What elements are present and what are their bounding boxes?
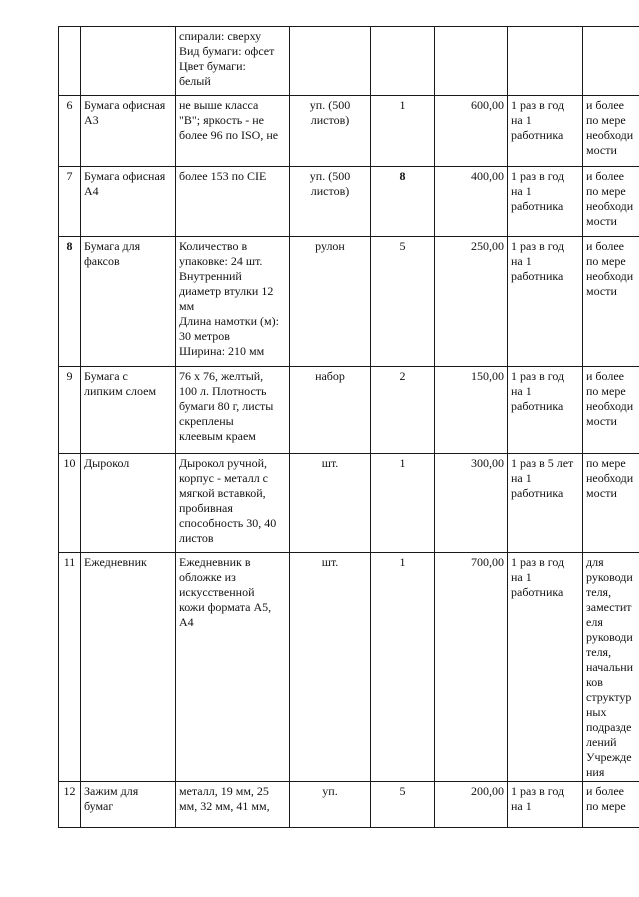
item-specification-cell: Количество в упаковке: 24 шт. Внутренний диаметр втулки 12 мм Длина намотки (м): 30 метров Ширина: 210 мм [176, 237, 290, 367]
item-specification-cell: Дырокол ручной, корпус - металл с мягкой вставкой, пробивная способность 30, 40 листов [176, 454, 290, 553]
quantity-cell: 5 [371, 782, 435, 828]
quantity-cell: 5 [371, 237, 435, 367]
item-name-cell: Бумага с липким слоем [81, 367, 176, 454]
price-cell: 250,00 [435, 237, 508, 367]
note-cell: и более по мере необходи мости [583, 167, 639, 237]
issue-frequency-cell: 1 раз в год на 1 работника [508, 96, 583, 167]
note-cell: и более по мере необходи мости [583, 367, 639, 454]
supplies-table [58, 26, 639, 828]
item-specification-cell: более 153 по CIE [176, 167, 290, 237]
table-row [59, 782, 639, 828]
price-cell: 600,00 [435, 96, 508, 167]
row-number-cell: 9 [59, 367, 81, 454]
item-name-cell: Дырокол [81, 454, 176, 553]
issue-frequency-cell: 1 раз в год на 1 работника [508, 367, 583, 454]
table-row [59, 454, 639, 553]
unit-of-measure-cell: шт. [290, 454, 371, 553]
item-name-cell: Бумага офисная А4 [81, 167, 176, 237]
row-number-cell: 10 [59, 454, 81, 553]
item-name-cell [81, 27, 176, 96]
unit-of-measure-cell: уп. (500 листов) [290, 167, 371, 237]
issue-frequency-cell: 1 раз в год на 1 работника [508, 167, 583, 237]
price-cell [435, 27, 508, 96]
note-cell: и более по мере [583, 782, 639, 828]
issue-frequency-cell: 1 раз в год на 1 работника [508, 237, 583, 367]
issue-frequency-cell: 1 раз в год на 1 [508, 782, 583, 828]
price-cell: 700,00 [435, 553, 508, 782]
unit-of-measure-cell: набор [290, 367, 371, 454]
quantity-cell: 8 [371, 167, 435, 237]
unit-of-measure-cell: шт. [290, 553, 371, 782]
unit-of-measure-cell: уп. (500 листов) [290, 96, 371, 167]
row-number-cell: 6 [59, 96, 81, 167]
price-cell: 150,00 [435, 367, 508, 454]
item-specification-cell: Ежедневник в обложке из искусственной кожи формата А5, А4 [176, 553, 290, 782]
item-name-cell: Бумага офисная А3 [81, 96, 176, 167]
quantity-cell: 1 [371, 454, 435, 553]
table-row [59, 96, 639, 167]
issue-frequency-cell: 1 раз в 5 лет на 1 работника [508, 454, 583, 553]
item-specification-cell: металл, 19 мм, 25 мм, 32 мм, 41 мм, [176, 782, 290, 828]
table-row [59, 167, 639, 237]
note-cell: и более по мере необходи мости [583, 237, 639, 367]
row-number-cell: 8 [59, 237, 81, 367]
quantity-cell: 2 [371, 367, 435, 454]
table-row [59, 367, 639, 454]
price-cell: 300,00 [435, 454, 508, 553]
item-specification-cell: 76 x 76, желтый, 100 л. Плотность бумаги 80 г, листы скреплены клеевым краем [176, 367, 290, 454]
unit-of-measure-cell: рулон [290, 237, 371, 367]
quantity-cell: 1 [371, 96, 435, 167]
row-number-cell: 7 [59, 167, 81, 237]
unit-of-measure-cell [290, 27, 371, 96]
unit-of-measure-cell: уп. [290, 782, 371, 828]
issue-frequency-cell [508, 27, 583, 96]
table-row [59, 553, 639, 782]
quantity-cell: 1 [371, 553, 435, 782]
quantity-cell [371, 27, 435, 96]
table-row [59, 237, 639, 367]
note-cell [583, 27, 639, 96]
row-number-cell [59, 27, 81, 96]
note-cell: по мере необходи мости [583, 454, 639, 553]
row-number-cell: 12 [59, 782, 81, 828]
note-cell: и более по мере необходи мости [583, 96, 639, 167]
price-cell: 200,00 [435, 782, 508, 828]
price-cell: 400,00 [435, 167, 508, 237]
note-cell: для руководи теля, заместит еля руководи теля, начальни ков структур ных подразде лений Учрежде ния [583, 553, 639, 782]
table-row [59, 27, 639, 96]
item-specification-cell: не выше класса "В"; яркость - не более 96 по ISO, не [176, 96, 290, 167]
row-number-cell: 11 [59, 553, 81, 782]
item-name-cell: Ежедневник [81, 553, 176, 782]
item-name-cell: Бумага для факсов [81, 237, 176, 367]
item-name-cell: Зажим для бумаг [81, 782, 176, 828]
item-specification-cell: спирали: сверху Вид бумаги: офсет Цвет бумаги: белый [176, 27, 290, 96]
issue-frequency-cell: 1 раз в год на 1 работника [508, 553, 583, 782]
